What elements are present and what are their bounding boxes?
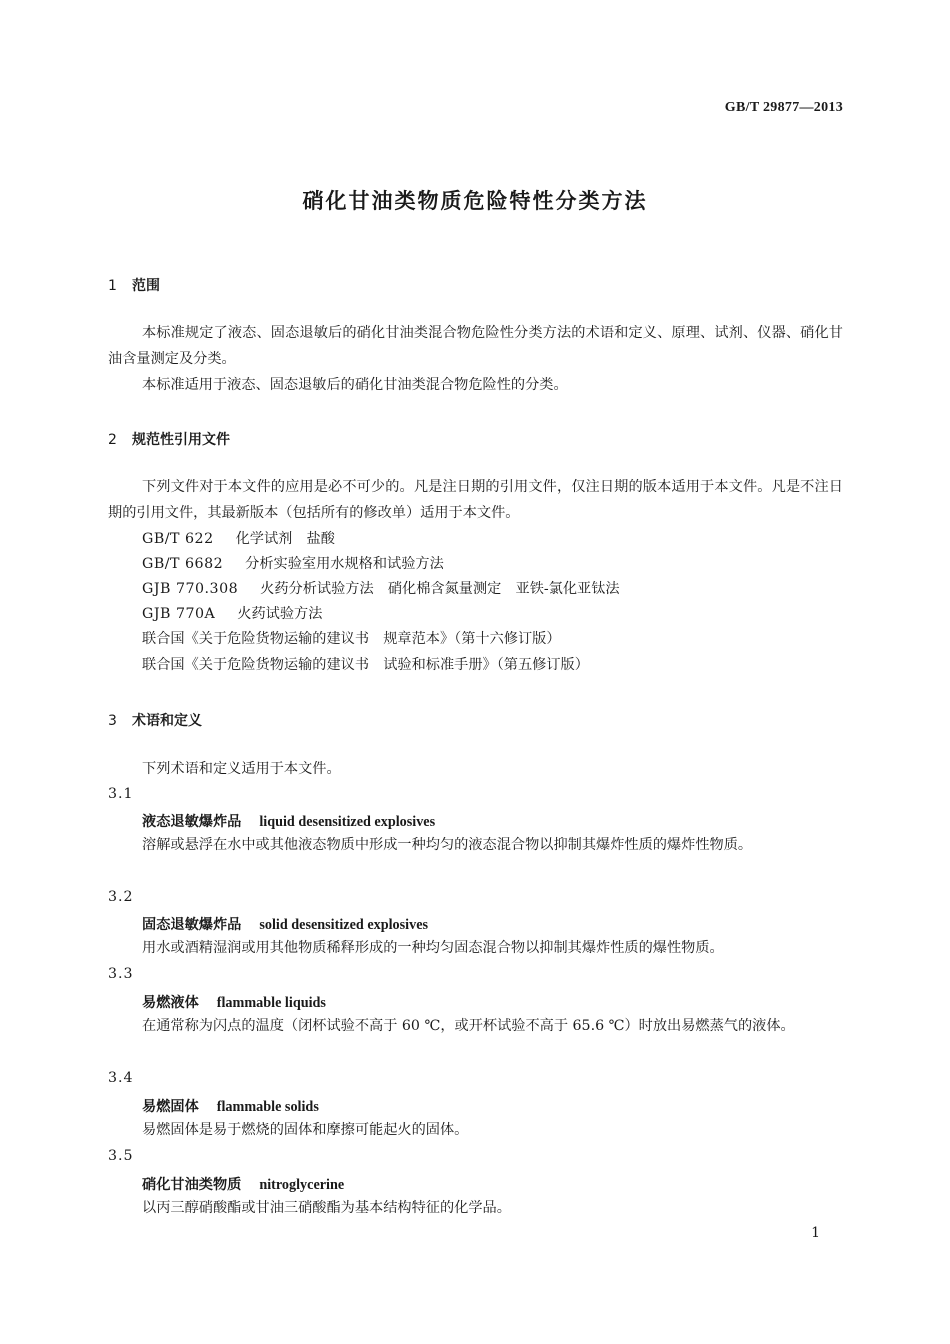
reference-code: GB/T 622 bbox=[142, 531, 214, 547]
section-heading-normative-references bbox=[108, 429, 230, 449]
reference-title: 分析实验室用水规格和试验方法 bbox=[245, 556, 444, 572]
section-heading-terms-definitions bbox=[108, 710, 202, 730]
term-entry bbox=[142, 914, 428, 934]
paragraph: 下列文件对于本文件的应用是必不可少的。凡是注日期的引用文件，仅注日期的版本适用于本文件。凡是不注日期的引用文件，其最新版本（包括所有的修改单）适用于本文件。 bbox=[108, 479, 843, 521]
reference-title: 火药分析试验方法 硝化棉含氮量测定 亚铁-氯化亚钛法 bbox=[260, 581, 620, 597]
paragraph: 下列术语和定义适用于本文件。 bbox=[142, 761, 341, 777]
page-number: 1 bbox=[811, 1225, 820, 1241]
term-en: solid desensitized explosives bbox=[259, 917, 429, 933]
term-definition: 在通常称为闪点的温度（闭杯试验不高于 60 ℃，或开杯试验不高于 65.6 ℃）时放出易燃蒸气的液体。 bbox=[142, 1018, 795, 1034]
section-title: 术语和定义 bbox=[132, 713, 202, 729]
term-zh: 易燃液体 bbox=[142, 995, 199, 1011]
section-title: 范围 bbox=[132, 278, 160, 294]
term-en: flammable liquids bbox=[216, 995, 326, 1011]
reference-title: 联合国《关于危险货物运输的建议书 试验和标准手册》（第五修订版） bbox=[142, 657, 589, 673]
paragraph: 本标准适用于液态、固态退敏后的硝化甘油类混合物危险性的分类。 bbox=[142, 377, 568, 393]
term-definition: 以丙三醇硝酸酯或甘油三硝酸酯为基本结构特征的化学品。 bbox=[142, 1200, 511, 1216]
term-definition: 易燃固体是易于燃烧的固体和摩擦可能起火的固体。 bbox=[142, 1122, 469, 1138]
term-zh: 易燃固体 bbox=[142, 1099, 199, 1115]
term-entry bbox=[142, 992, 326, 1012]
section-number: 2 bbox=[108, 432, 117, 448]
term-en: flammable solids bbox=[216, 1099, 319, 1115]
term-number: 3.2 bbox=[108, 889, 134, 905]
term-en: liquid desensitized explosives bbox=[259, 814, 436, 830]
term-number: 3.3 bbox=[108, 966, 134, 982]
reference-item bbox=[142, 551, 444, 577]
term-zh: 液态退敏爆炸品 bbox=[142, 814, 242, 830]
section-heading-scope bbox=[108, 275, 160, 295]
reference-code: GJB 770A bbox=[142, 606, 216, 622]
section-number: 3 bbox=[108, 713, 117, 729]
section-title: 规范性引用文件 bbox=[132, 432, 230, 448]
paragraph: 本标准规定了液态、固态退敏后的硝化甘油类混合物危险性分类方法的术语和定义、原理、试剂、仪器、硝化甘油含量测定及分类。 bbox=[108, 325, 843, 367]
section-number: 1 bbox=[108, 278, 117, 294]
reference-title: 联合国《关于危险货物运输的建议书 规章范本》（第十六修订版） bbox=[142, 631, 561, 647]
term-zh: 固态退敏爆炸品 bbox=[142, 917, 242, 933]
term-number: 3.5 bbox=[108, 1148, 134, 1164]
reference-item bbox=[142, 601, 322, 627]
term-entry bbox=[142, 1174, 344, 1194]
term-entry bbox=[142, 1096, 319, 1116]
term-number: 3.4 bbox=[108, 1070, 134, 1086]
reference-item bbox=[142, 652, 589, 678]
term-number: 3.1 bbox=[108, 786, 134, 802]
term-zh: 硝化甘油类物质 bbox=[142, 1177, 242, 1193]
term-entry bbox=[142, 811, 435, 831]
reference-code: GB/T 6682 bbox=[142, 556, 224, 572]
reference-item bbox=[142, 626, 561, 652]
reference-title: 化学试剂 盐酸 bbox=[235, 531, 335, 547]
reference-title: 火药试验方法 bbox=[237, 606, 323, 622]
standard-code: GB/T 29877—2013 bbox=[724, 100, 843, 115]
term-definition: 用水或酒精湿润或用其他物质稀释形成的一种均匀固态混合物以抑制其爆炸性质的爆性物质。 bbox=[142, 940, 724, 956]
term-definition: 溶解或悬浮在水中或其他液态物质中形成一种均匀的液态混合物以抑制其爆炸性质的爆炸性物质。 bbox=[142, 837, 753, 853]
page-title: 硝化甘油类物质危险特性分类方法 bbox=[302, 189, 648, 213]
reference-item bbox=[142, 576, 620, 602]
reference-item bbox=[142, 526, 335, 552]
reference-code: GJB 770.308 bbox=[142, 581, 239, 597]
term-en: nitroglycerine bbox=[259, 1177, 345, 1193]
